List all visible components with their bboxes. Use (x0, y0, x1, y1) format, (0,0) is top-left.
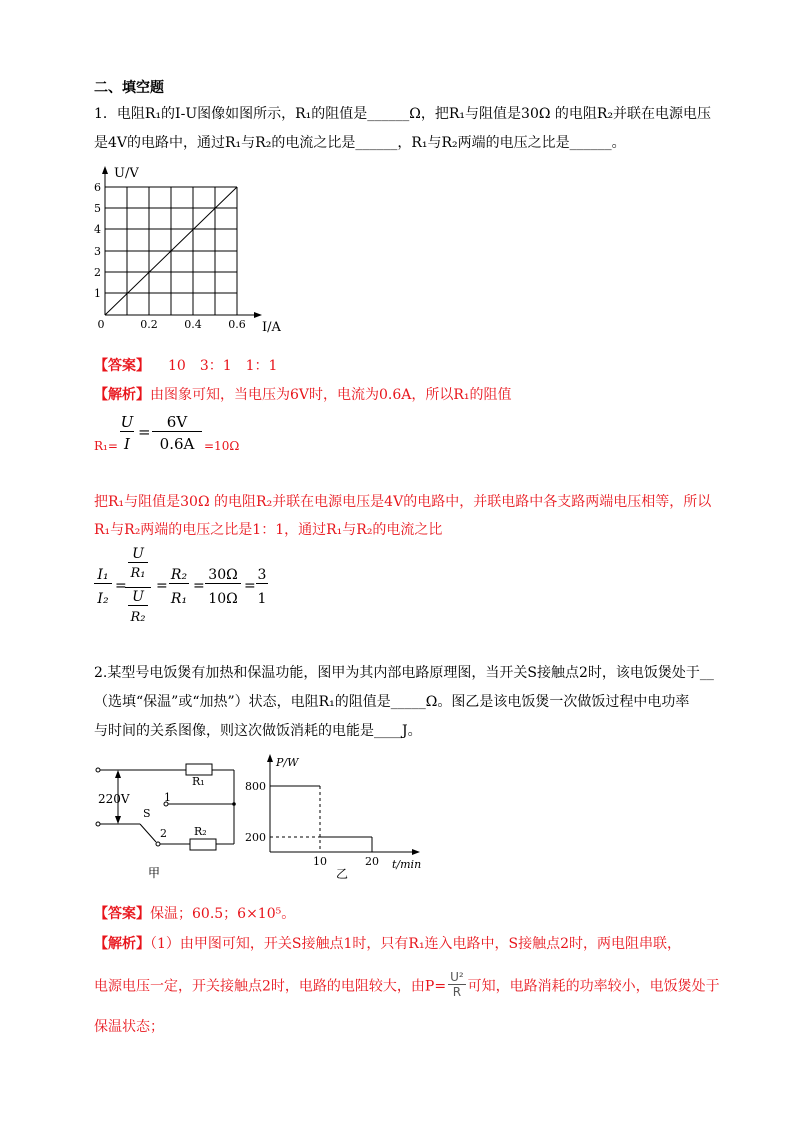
circuit-caption: 甲 (148, 866, 161, 880)
formula-u-bottom: U (128, 589, 148, 606)
formula-10ohm: 10Ω (208, 591, 238, 607)
formula-den: 0.6A (159, 435, 195, 453)
x-tick: 0.4 (184, 318, 202, 331)
analysis-text: （1）由甲图可知，开关S接触点1时，只有R₁连入电路中，S接触点2时，两电阻串联， (150, 936, 682, 952)
y-tick: 6 (94, 181, 101, 194)
x-tick: 0.2 (140, 318, 158, 331)
voltage-label: 220V (98, 792, 130, 806)
q1-text-line-2: 是4V的电路中，通过R₁与R₂的电流之比是______，R₁与R₂两端的电压之比是______。 (94, 135, 626, 151)
y-axis-label: U/V (114, 166, 139, 181)
x-tick: 20 (365, 855, 379, 868)
formula-30ohm: 30Ω (205, 567, 241, 584)
formula-result: =10Ω (204, 439, 240, 453)
formula-eq: = (115, 578, 127, 594)
analysis-text-b: 可知，电路消耗的功率较小，电饭煲处于 (467, 978, 720, 995)
power-formula-den: R (452, 985, 462, 999)
q2-text-line-2: （选填“保温”或“加热”）状态，电阻R₁的阻值是_____Ω。图乙是该电饭煲一次做饭过程中电功率 (94, 694, 690, 710)
formula-u-top: U (128, 546, 148, 563)
y-tick: 2 (94, 266, 101, 279)
q1-analysis-line-3: R₁与R₂两端的电压之比是1：1，通过R₁与R₂的电流之比 (94, 522, 443, 538)
analysis-text: 由图象可知，当电压为6V时，电流为0.6A，所以R₁的阻值 (150, 387, 512, 403)
q1-analysis-line-2: 把R₁与阻值是30Ω 的电阻R₂并联在电源电压是4V的电路中，并联电路中各支路两端电压相等，所以 (94, 494, 712, 510)
formula-eq: = (244, 578, 256, 594)
formula-r1: R₁ (130, 566, 146, 581)
contact-2-label: 2 (160, 827, 167, 840)
y-tick: 1 (94, 287, 101, 300)
q1-iu-graph (88, 165, 288, 337)
analysis-label: 【解析】 (94, 387, 150, 403)
q1-formula-2 (94, 546, 274, 632)
power-formula-num: U² (450, 970, 464, 984)
formula-r1-under: R₁ (170, 591, 188, 607)
q2-answer (94, 904, 295, 924)
y-axis-label: P/W (276, 756, 299, 769)
q2-analysis-line-1 (94, 934, 681, 954)
q2-analysis-line-2 (94, 972, 720, 1001)
q1-text-line-1: 1．电阻R₁的I-U图像如图所示，R₁的阻值是______Ω，把R₁与阻值是30Ω 的电阻R₂并联在电源电压 (94, 106, 712, 122)
answer-text: 10 3：1 1：1 (168, 358, 278, 374)
q2-text-line-3: 与时间的关系图像，则这次做饭消耗的电能是____J。 (94, 723, 422, 739)
analysis-text-a: 电源电压一定，开关接触点2时，电路的电阻较大，由P= (94, 978, 447, 995)
q2-circuit-diagram (90, 755, 250, 885)
q2-analysis-line-3: 保温状态； (94, 1019, 164, 1035)
power-formula-fraction (448, 970, 466, 999)
formula-u: U (120, 413, 134, 431)
y-tick: 200 (245, 831, 266, 844)
y-tick: 4 (94, 223, 101, 236)
formula-eq: = (193, 578, 205, 594)
formula-i1: I₁ (94, 567, 112, 584)
formula-i: I (124, 435, 130, 453)
formula-i2: I₂ (97, 591, 109, 607)
y-tick: 3 (94, 245, 101, 258)
power-graph-caption: 乙 (336, 867, 349, 881)
formula-three: 3 (257, 567, 267, 583)
y-tick: 800 (245, 780, 266, 793)
main-fraction-bar (125, 587, 151, 588)
r1-label: R₁ (192, 775, 205, 788)
q2-text-line-1: 2.某型号电饭煲有加热和保温功能，图甲为其内部电路原理图，当开关S接触点2时，该电饭煲处于__ (94, 665, 714, 681)
switch-label: S (143, 807, 151, 820)
section-title: 二、填空题 (94, 80, 164, 96)
analysis-label: 【解析】 (94, 936, 150, 952)
formula-one: 1 (257, 591, 267, 607)
r2-label: R₂ (194, 825, 207, 838)
formula-r2-over: R₂ (170, 567, 188, 583)
formula-eq: = (156, 578, 168, 594)
answer-text: 保温；60.5；6×10⁵。 (150, 906, 296, 922)
formula-num: 6V (152, 413, 202, 432)
x-axis-label: t/min (392, 858, 422, 871)
formula-r2: R₂ (130, 610, 146, 625)
contact-1-label: 1 (164, 791, 171, 804)
q2-power-graph (238, 752, 428, 882)
answer-label: 【答案】 (94, 358, 150, 374)
x-tick: 10 (313, 855, 327, 868)
q1-analysis-line-1 (94, 385, 512, 405)
x-tick: 0.6 (228, 318, 246, 331)
x-tick: 0 (97, 318, 105, 331)
x-axis-label: I/A (262, 320, 281, 335)
formula-prefix: R₁= (94, 439, 118, 453)
q1-answer (94, 356, 277, 376)
y-tick: 5 (94, 202, 101, 215)
answer-label: 【答案】 (94, 906, 150, 922)
formula-eq: = (138, 423, 151, 441)
